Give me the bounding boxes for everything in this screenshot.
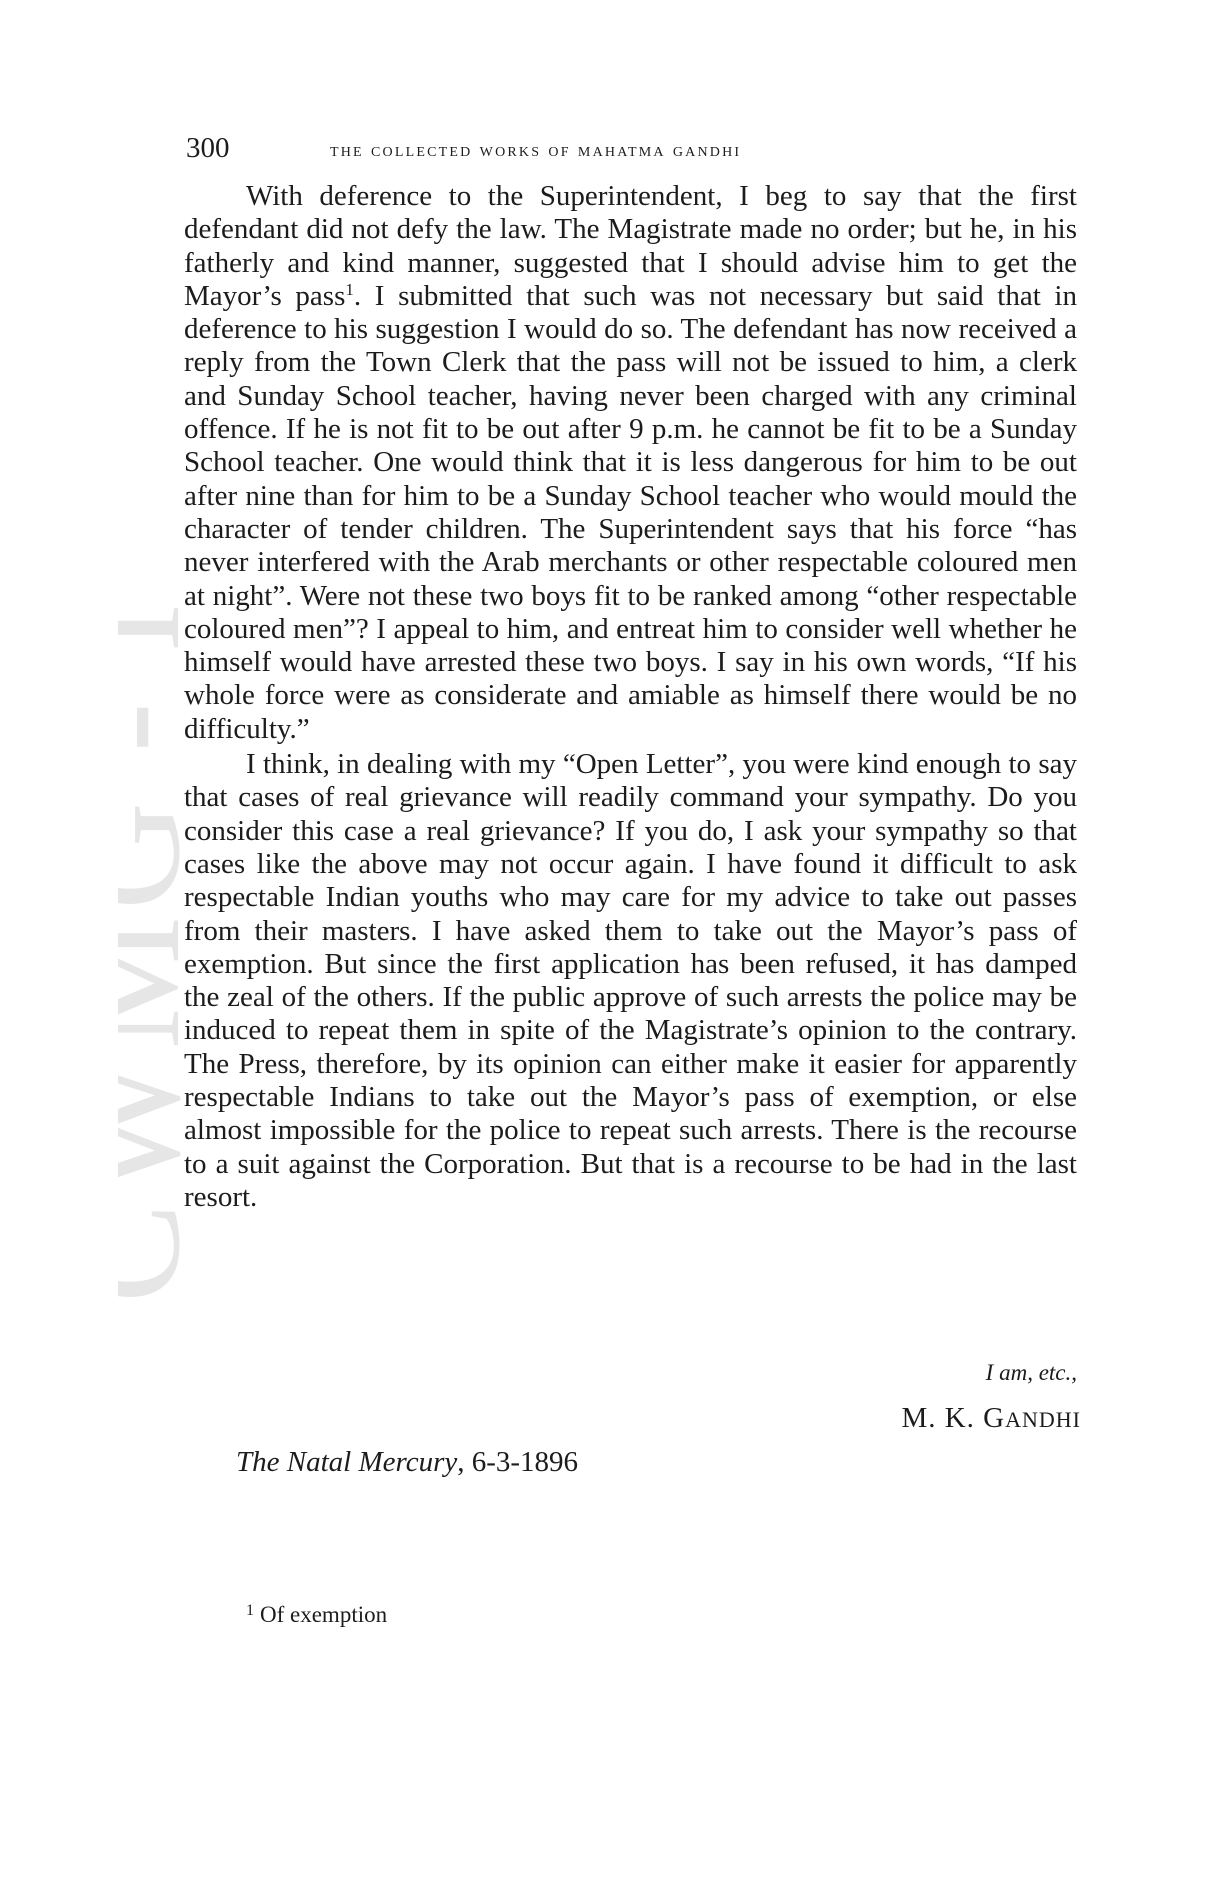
paragraph-1 — [184, 180, 1077, 746]
letter-closing — [901, 1358, 1081, 1440]
source-citation — [236, 1442, 578, 1482]
footnote-reference: 1 — [345, 279, 354, 299]
closing-salutation: I am, etc., — [985, 1360, 1077, 1385]
letter-body — [184, 180, 1077, 1214]
footnote-text: Of exemption — [260, 1602, 388, 1627]
source-publication: The Natal Mercury — [236, 1446, 458, 1478]
page-number: 300 — [186, 132, 230, 164]
paragraph-2: I think, in dealing with my “Open Letter”, you were kind enough to say that cases of real grievance will readily command your sympathy. Do you consider this case a real grievance? If you do, I ask your sympathy so that cases like the above may not occur again. I have found it difficult to ask respectable Indian youths who may care for my advice to take out passes from their masters. I have asked them to take out the Mayor’s pass of exemption. But since the first application has been refused, it has damped the zeal of the others. If the public approve of such arrests the police may be induced to repeat them in spite of the Magistrate’s opinion to the contrary. The Press, therefore, by its opinion can either make it easier for apparently respectable Indians to take out the Mayor’s pass of exemption, or else almost impossible for the police to repeat such arrests. There is the recourse to a suit against the Corporation. But that is a recourse to be had in the last resort. — [184, 748, 1077, 1213]
signature-initials: M. K. G — [901, 1402, 1006, 1434]
paragraph-1-text-cont: . I submitted that such was not necessary but said that in deference to his suggestion I would do so. The defendant has now received a reply from the Town Clerk that the pass will not be issued to him, a clerk and Sunday School teacher, having never been charged with any criminal offence. If he is not fit to be out after 9 p.m. he cannot be fit to be a Sunday School teacher. One would think that it is less dangerous for him to be out after nine than for him to be a Sunday School teacher who would mould the character of tender children. The Superintendent says that his force “has never interfered with the Arab merchants or other respectable coloured men at night”. Were not these two boys fit to be ranked among “other respectable coloured men”? I appeal to him, and entreat him to consider well whether he himself would have arrested these two boys. I say in his own words, “If his whole force were as considerate and amiable as himself there would be no difficulty.” — [184, 279, 1077, 745]
running-title: the collected works of mahatma gandhi — [330, 139, 742, 161]
page-header — [186, 128, 1086, 168]
source-date: , 6-3-1896 — [457, 1446, 579, 1478]
paragraph-1-text: With deference to the Superintendent, I beg to say that the first defendant did not defy the law. The Magistrate made no order; but he, in his fatherly and kind manner, suggested that I should advise him to get the Mayor’s pass — [184, 180, 1077, 312]
footnote — [246, 1595, 387, 1631]
signature — [901, 1398, 1081, 1440]
signature-surname: ANDHI — [1005, 1407, 1081, 1432]
watermark-text: CWMG — [118, 795, 211, 1300]
footnote-number: 1 — [246, 1602, 254, 1619]
